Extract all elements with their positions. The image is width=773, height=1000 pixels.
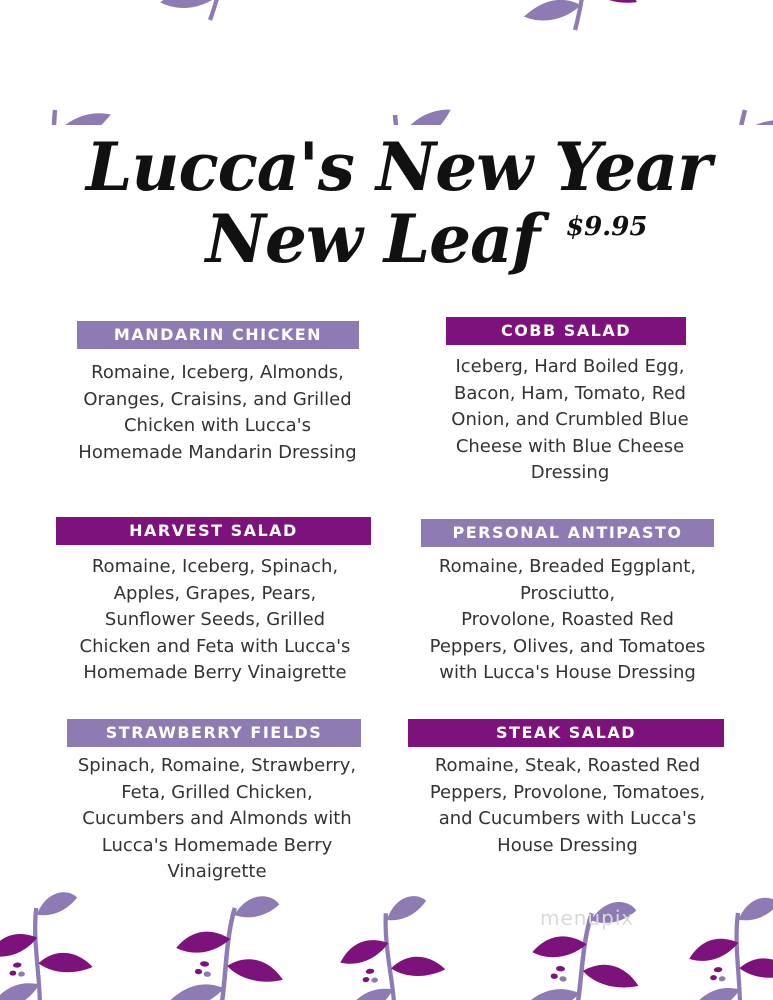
- leaf-sprig-icon: [523, 0, 650, 40]
- leaf-sprig-icon: [327, 893, 451, 1000]
- item-name-harvest-salad: HARVEST SALAD: [56, 517, 371, 545]
- menu-price: $9.95: [566, 212, 648, 242]
- leaf-sprig-icon: [679, 896, 773, 1000]
- top-leaf-decoration: [0, 0, 773, 125]
- leaf-sprig-icon: [0, 890, 96, 1000]
- leaf-sprig-icon: [337, 105, 472, 125]
- watermark: menupix: [540, 906, 635, 930]
- bottom-leaf-decoration: [0, 875, 773, 1000]
- item-name-mandarin-chicken: MANDARIN CHICKEN: [77, 321, 359, 349]
- item-description-harvest-salad: Romaine, Iceberg, Spinach, Apples, Grapes, Pears, Sunflower Seeds, Grilled Chicken and Feta with Lucca's Homemade Berry Vinaigrette: [79, 556, 351, 683]
- item-description-personal-antipasto: Romaine, Breaded Eggplant, Prosciutto, Provolone, Roasted Red Peppers, Olives, and Tomatoes with Lucca's House Dressing: [429, 556, 706, 683]
- leaf-sprig-icon: [164, 889, 289, 1000]
- leaf-sprig-icon: [159, 0, 294, 35]
- leaf-sprig-icon: [0, 110, 111, 125]
- item-description-cobb-salad: Iceberg, Hard Boiled Egg, Bacon, Ham, Tomato, Red Onion, and Crumbled Blue Cheese with Blue Cheese Dressing: [451, 356, 689, 483]
- item-name-strawberry-fields: STRAWBERRY FIELDS: [67, 719, 361, 747]
- item-description-steak-salad: Romaine, Steak, Roasted Red Peppers, Provolone, Tomatoes, and Cucumbers with Lucca's House Dressing: [429, 755, 706, 856]
- item-name-steak-salad: STEAK SALAD: [408, 719, 724, 747]
- menu-title-line-2: New Leaf: [205, 200, 540, 278]
- item-description-strawberry-fields: Spinach, Romaine, Strawberry, Feta, Grilled Chicken, Cucumbers and Almonds with Lucca's Homemade Berry Vinaigrette: [77, 755, 357, 882]
- menu-title-line-1: Lucca's New Year: [86, 128, 711, 206]
- item-description-mandarin-chicken: Romaine, Iceberg, Almonds, Oranges, Craisins, and Grilled Chicken with Lucca's Homemade Mandarin Dressing: [78, 362, 357, 463]
- item-name-cobb-salad: COBB SALAD: [446, 317, 686, 345]
- item-name-personal-antipasto: PERSONAL ANTIPASTO: [421, 519, 714, 547]
- leaf-sprig-icon: [665, 100, 773, 125]
